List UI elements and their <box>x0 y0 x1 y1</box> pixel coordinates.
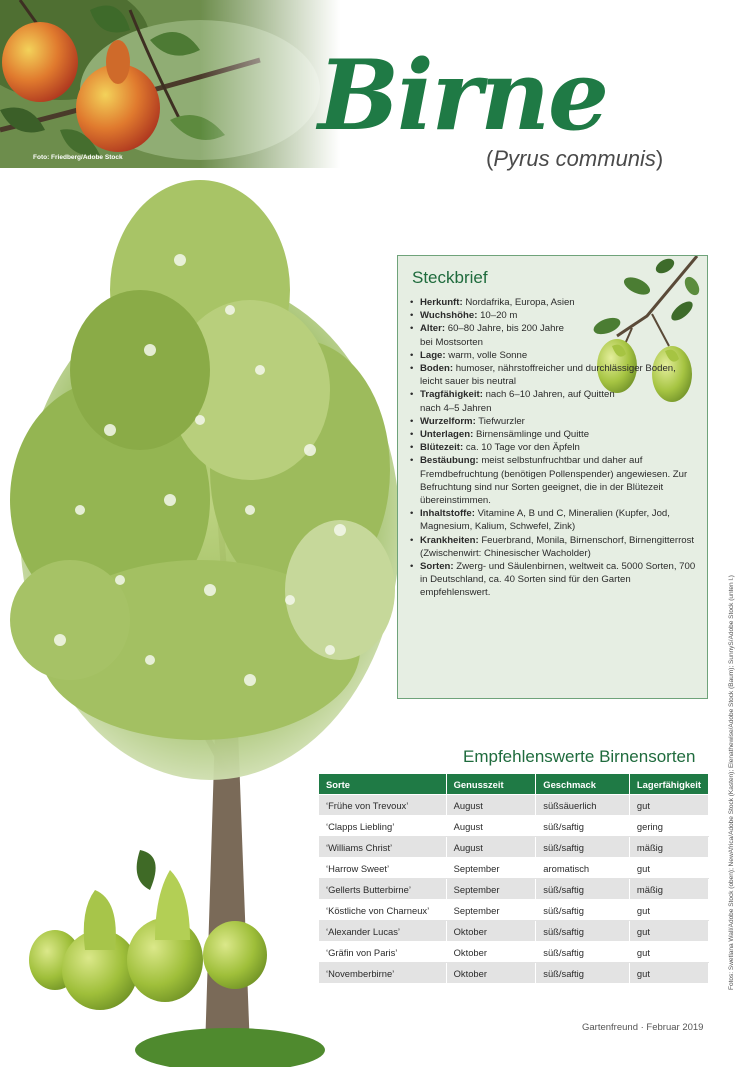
list-item-sorten <box>410 560 700 600</box>
list-item-wuchshoehe <box>410 309 700 322</box>
cell-sorte: ‘Frühe von Trevoux’ <box>319 795 446 816</box>
list-item-unterlagen <box>410 428 700 441</box>
table-row <box>319 900 709 921</box>
item-key: Boden: <box>420 363 454 375</box>
item-value: Feuerbrand, Monila, Birnenschorf, Birnengitterrost (Zwischenwirt: Chinesischer Wacholder) <box>420 534 695 559</box>
varieties-table <box>319 774 709 983</box>
table-row <box>319 963 709 984</box>
cell-sorte: ‘Clapps Liebling’ <box>319 816 446 837</box>
photo-credit-side: Fotos: Swetlana Wall/Adobe Stock (oben); NewAfrica/Adobe Stock (Kasten); Elenathewise/Adobe Stock (Baum); SunnyS/Adobe Stock (unten l.) <box>728 575 735 990</box>
cell-genusszeit: August <box>446 795 536 816</box>
cell-lagerfaehigkeit: gut <box>629 795 708 816</box>
table-row <box>319 942 709 963</box>
footer-issue: Gartenfreund · Februar 2019 <box>582 1022 704 1033</box>
list-item-herkunft <box>410 296 700 309</box>
pear-branch-photo <box>0 0 340 168</box>
cell-genusszeit: Oktober <box>446 921 536 942</box>
cell-geschmack: süß/saftig <box>536 837 630 858</box>
list-item-wurzelform <box>410 415 700 428</box>
item-key: Bestäubung: <box>420 455 479 467</box>
cell-sorte: ‘Gräfin von Paris’ <box>319 942 446 963</box>
cell-geschmack: süß/saftig <box>536 879 630 900</box>
item-value: Vitamine A, B und C, Mineralien (Kupfer, Jod, Magnesium, Kalium, Schwefel, Zink) <box>420 508 670 533</box>
cell-geschmack: süß/saftig <box>536 816 630 837</box>
cell-lagerfaehigkeit: gut <box>629 963 708 984</box>
item-value: Zwerg- und Säulenbirnen, weltweit ca. 5000 Sorten, 700 in Deutschland, ca. 40 Sorten sind für den Garten empfehlenswert. <box>420 561 696 599</box>
list-item-alter <box>410 322 700 348</box>
item-value: Nordafrika, Europa, Asien <box>465 297 575 308</box>
cell-lagerfaehigkeit: gut <box>629 921 708 942</box>
item-key: Herkunft: <box>420 297 463 308</box>
subtitle-open-paren: ( <box>486 146 494 171</box>
cell-lagerfaehigkeit: mäßig <box>629 837 708 858</box>
page-title: Birne <box>318 39 608 152</box>
column-header-lagerfaehigkeit: Lagerfähigkeit <box>629 774 708 795</box>
cell-lagerfaehigkeit: gering <box>629 816 708 837</box>
cell-geschmack: süß/saftig <box>536 963 630 984</box>
cell-sorte: ‘Williams Christ’ <box>319 837 446 858</box>
table-row <box>319 816 709 837</box>
item-key: Krankheiten: <box>420 534 479 546</box>
list-item-lage <box>410 349 700 362</box>
list-item-boden <box>410 362 700 388</box>
cell-geschmack: süß/saftig <box>536 900 630 921</box>
subtitle-close-paren: ) <box>655 146 664 171</box>
item-value: meist selbstunfruchtbar und daher auf Fremdbefruchtung (benötigen Pollenspender) angewiesen. Zur Befruchtung sind nur Sorten geeignet, die in der Blütezeit übereinstimmen. <box>420 455 688 507</box>
photo-credit-top: Foto: Friedberg/Adobe Stock <box>33 154 123 161</box>
cell-sorte: ‘Novemberbirne’ <box>319 963 446 984</box>
table-row <box>319 795 709 816</box>
item-value: 10–20 m <box>480 310 518 322</box>
list-item-bestaeubung <box>410 454 700 507</box>
cell-genusszeit: August <box>446 816 536 837</box>
table-row <box>319 858 709 879</box>
item-value: Birnensämlinge und Quitte <box>475 429 590 441</box>
item-key: Sorten: <box>420 561 454 573</box>
cell-lagerfaehigkeit: mäßig <box>629 879 708 900</box>
cell-geschmack: süßsäuerlich <box>536 795 630 816</box>
item-key: Inhaltstoffe: <box>420 508 475 520</box>
steckbrief-box <box>397 255 708 699</box>
cell-sorte: ‘Köstliche von Charneux’ <box>319 900 446 921</box>
table-row <box>319 837 709 858</box>
item-key: Wuchshöhe: <box>420 310 478 322</box>
item-key: Wurzelform: <box>420 415 476 427</box>
column-header-genusszeit: Genusszeit <box>446 774 536 795</box>
steckbrief-list <box>410 296 700 600</box>
botanical-name <box>486 146 663 172</box>
item-key: Lage: <box>420 349 446 361</box>
cell-genusszeit: September <box>446 879 536 900</box>
cell-lagerfaehigkeit: gut <box>629 858 708 879</box>
cell-sorte: ‘Harrow Sweet’ <box>319 858 446 879</box>
item-key: Alter: <box>420 323 446 335</box>
item-value: warm, volle Sonne <box>448 349 528 361</box>
column-header-geschmack: Geschmack <box>536 774 630 795</box>
cell-sorte: ‘Gellerts Butterbirne’ <box>319 879 446 900</box>
cell-lagerfaehigkeit: gut <box>629 900 708 921</box>
list-item-bluetezeit <box>410 441 700 454</box>
cell-genusszeit: Oktober <box>446 963 536 984</box>
steckbrief-heading: Steckbrief <box>412 268 488 287</box>
table-header-row <box>319 774 709 795</box>
item-value: humoser, nährstoffreicher und durchlässiger Boden, leicht sauer bis neutral <box>420 363 676 388</box>
item-value: 60–80 Jahre, bis 200 Jahre bei Mostsorten <box>420 323 565 348</box>
item-key: Tragfähigkeit: <box>420 389 483 401</box>
cell-lagerfaehigkeit: gut <box>629 942 708 963</box>
varieties-heading: Empfehlenswerte Birnensorten <box>463 747 696 766</box>
table-row <box>319 921 709 942</box>
item-key: Blütezeit: <box>420 442 464 454</box>
table-row <box>319 879 709 900</box>
latin-name: Pyrus communis <box>493 146 656 171</box>
cell-genusszeit: August <box>446 837 536 858</box>
item-value: Tiefwurzler <box>478 415 525 427</box>
cell-geschmack: süß/saftig <box>536 921 630 942</box>
list-item-krankheiten <box>410 534 700 560</box>
cell-genusszeit: September <box>446 858 536 879</box>
column-header-sorte: Sorte <box>319 774 446 795</box>
list-item-inhaltstoffe <box>410 507 700 533</box>
cell-geschmack: aromatisch <box>536 858 630 879</box>
list-item-tragfaehigkeit <box>410 388 700 414</box>
cell-genusszeit: Oktober <box>446 942 536 963</box>
cell-sorte: ‘Alexander Lucas’ <box>319 921 446 942</box>
cell-genusszeit: September <box>446 900 536 921</box>
item-value: nach 6–10 Jahren, auf Quitten nach 4–5 Jahren <box>420 389 615 414</box>
item-key: Unterlagen: <box>420 429 474 441</box>
cell-geschmack: süß/saftig <box>536 942 630 963</box>
item-value: ca. 10 Tage vor den Äpfeln <box>465 442 580 454</box>
